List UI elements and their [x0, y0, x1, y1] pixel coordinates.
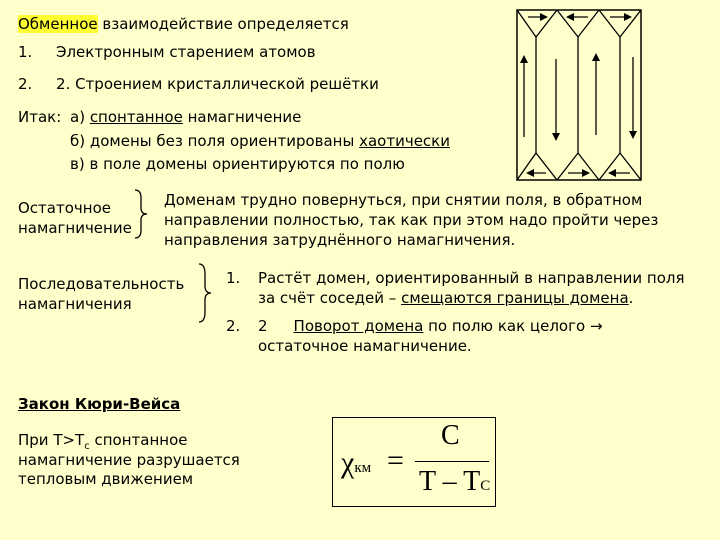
step-2-rest: по полю как целого — [423, 317, 590, 335]
formula-denominator — [419, 466, 490, 502]
remanent-desc-1: Доменам трудно повернуться, при снятии поля, в обратном — [164, 191, 643, 209]
remanent-desc-2: направлении полностью, так как при этом надо пройти через — [164, 211, 659, 229]
conclusion-c: в) в поле домены ориентируются по полю — [70, 155, 405, 173]
conclusion-b-prefix: б) домены без поля ориентированы — [70, 132, 360, 150]
step-1-line-2-suffix: . — [628, 289, 634, 307]
reason-1-text: Электронным старением атомов — [56, 43, 316, 61]
conclusion-a — [70, 107, 301, 127]
curie-desc-sub: c — [84, 441, 90, 452]
step-2-domain-rotation: Поворот домена — [293, 317, 424, 335]
step-1-boundary-shift: смещаются границы домена — [401, 289, 629, 307]
reason-1-number: 1. — [18, 43, 33, 61]
curie-title: Закон Кюри-Вейса — [18, 395, 181, 413]
curie-desc-prefix: При T>T — [18, 431, 85, 449]
curie-desc-2: намагничение разрушается — [18, 451, 240, 469]
remanent-brace — [132, 188, 154, 240]
step-2-lead: 2 — [258, 317, 268, 335]
denominator-subscript: C — [480, 478, 491, 494]
step-1-number: 1. — [226, 269, 241, 287]
curie-desc-rest: спонтанное — [89, 431, 188, 449]
formula-equals: = — [387, 444, 404, 477]
conclusion-b — [70, 131, 450, 151]
curie-desc-3: тепловым движением — [18, 470, 194, 488]
step-2-line-1 — [258, 316, 603, 336]
conclusion-b-underlined: хаотически — [359, 132, 450, 150]
step-2-line-2: остаточное намагничение. — [258, 337, 472, 355]
formula-numerator: C — [441, 420, 460, 451]
domain-diagram — [516, 9, 642, 181]
conclusion-a-underlined: спонтанное — [89, 108, 183, 126]
conclusion-label: Итак: — [18, 108, 62, 126]
sequence-brace — [196, 262, 216, 324]
bottom-closure-domains — [517, 153, 641, 180]
remanent-label-2: намагничение — [18, 219, 132, 237]
remanent-label-1: Остаточное — [18, 199, 111, 217]
formula-chi — [341, 446, 371, 485]
conclusion-a-rest: намагничение — [182, 108, 302, 126]
sequence-label-2: намагничения — [18, 295, 132, 313]
intro-highlight: Обменное — [18, 15, 98, 33]
conclusion-a-prefix: а) — [70, 108, 90, 126]
top-closure-domains — [517, 10, 641, 37]
intro-line — [18, 14, 349, 34]
step-2-number: 2. — [226, 317, 241, 335]
intro-rest: взаимодействие определяется — [97, 15, 349, 33]
reason-2-number: 2. — [18, 75, 33, 93]
step-1-line-2-prefix: за счёт соседей – — [258, 289, 402, 307]
right-arrow-icon: → — [589, 317, 603, 335]
sequence-label-1: Последовательность — [18, 275, 185, 293]
reason-2-text: 2. Строением кристаллической решётки — [56, 75, 379, 93]
fraction-bar — [415, 461, 489, 462]
domain-walls — [536, 37, 620, 153]
remanent-desc-3: направления затруднённого намагничения. — [164, 231, 516, 249]
denominator-text: T – T — [419, 466, 481, 497]
step-1-line-2 — [258, 288, 633, 308]
chi-symbol: χ — [341, 446, 355, 479]
step-1-line-1: Растёт домен, ориентированный в направлении поля — [258, 269, 685, 287]
curie-weiss-formula — [332, 417, 496, 507]
chi-subscript: км — [354, 460, 372, 476]
